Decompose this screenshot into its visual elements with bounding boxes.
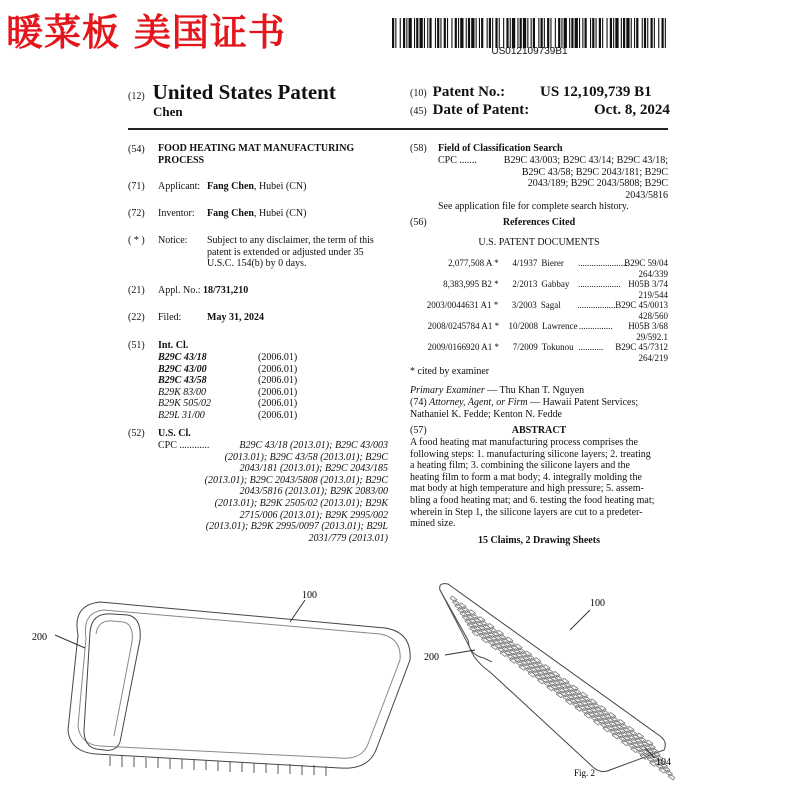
leader-fig2-100 <box>570 610 590 630</box>
agent-line-2: Nathaniel K. Fedde; Kenton N. Fedde <box>410 409 562 420</box>
intcl-class: B29K 505/02 <box>158 398 212 410</box>
barcode-bar <box>658 18 659 48</box>
barcode-bar <box>400 18 401 48</box>
barcode-bar <box>451 18 452 48</box>
barcode-bar <box>406 18 407 48</box>
field-line: B29C 43/003; B29C 43/14; B29C 43/18; <box>503 155 668 166</box>
intcl-label: Int. Cl. <box>158 340 189 351</box>
applicant-value <box>207 181 306 192</box>
inventor-value <box>207 208 306 219</box>
barcode-bar <box>460 18 463 48</box>
fig2-label-100: 100 <box>590 598 605 609</box>
ref-name: Lawrence <box>542 321 578 331</box>
barcode-bar <box>541 18 543 48</box>
appl-label <box>158 285 248 296</box>
abstract-code: (57) <box>410 425 427 436</box>
ref-dots: ................. <box>577 300 616 310</box>
barcode-bar <box>644 18 646 48</box>
barcode-bar <box>403 18 405 48</box>
cpc-line: (2013.01); B29C 2043/5808 (2013.01); B29C <box>204 474 388 486</box>
fig2-rib-grid <box>450 596 675 780</box>
refs-label: References Cited <box>502 217 576 228</box>
ref-name: Bierer <box>541 258 564 268</box>
abstract-line: A food heating mat manufacturing process comprises the <box>410 437 638 448</box>
doc-type-text: United States Patent <box>152 80 336 104</box>
ref-name: Gabbay <box>541 279 570 289</box>
barcode-bar <box>458 18 459 48</box>
ref-class: H05B 3/68 <box>628 321 669 331</box>
field-lines <box>484 155 668 201</box>
notice-code: ( * ) <box>128 235 145 246</box>
intcl-version: (2006.01) <box>258 398 298 410</box>
barcode-bar <box>582 18 583 48</box>
notice-line-3: U.S.C. 154(b) by 0 days. <box>207 258 307 270</box>
patent-number-value: US 12,109,739 B1 <box>540 84 652 100</box>
notice-label: Notice: <box>158 235 188 246</box>
barcode-bar <box>564 18 567 48</box>
invention-title <box>158 143 398 166</box>
figure-1-mat <box>55 600 410 776</box>
cpc-line: 2043/5816 (2013.01); B29K 2083/00 <box>239 486 388 498</box>
barcode-bar <box>592 18 594 48</box>
notice-text <box>207 235 392 270</box>
field-line: B29C 43/58; B29C 2043/181; B29C <box>521 166 668 178</box>
patent-date-label <box>410 102 529 119</box>
barcode-bar <box>547 18 549 48</box>
barcode-bar <box>533 18 535 48</box>
leader-fig2-200 <box>445 650 475 655</box>
abstract-line: mat body at high temperature and high pressure; 5. assem- <box>410 483 644 495</box>
ref-class: H05B 3/74 <box>628 279 668 289</box>
filed-code: (22) <box>128 312 145 323</box>
barcode-bar <box>561 18 562 48</box>
barcode-bar <box>440 18 441 48</box>
barcode-bar <box>662 18 664 48</box>
barcode-bar <box>481 18 483 48</box>
cpc-line: (2013.01); B29C 43/58 (2013.01); B29C <box>224 451 388 463</box>
ref-class-2: 428/560 <box>638 310 668 321</box>
cpc-line: 2715/006 (2013.01); B29K 2995/002 <box>239 509 388 521</box>
barcode-bar <box>555 18 556 48</box>
intcl-code: (51) <box>128 340 145 351</box>
intcl-list <box>158 352 358 422</box>
intcl-row <box>158 410 358 422</box>
barcode-bar <box>414 18 415 48</box>
intcl-row <box>158 375 358 387</box>
barcode-bar <box>424 18 425 48</box>
barcode-bar <box>642 18 643 48</box>
filed-date: May 31, 2024 <box>207 312 264 323</box>
barcode-bar <box>634 18 635 48</box>
barcode-bar <box>569 18 570 48</box>
barcode-bar <box>427 18 428 48</box>
agent-label: Attorney, Agent, or Firm <box>429 397 528 408</box>
barcode-bar <box>550 18 551 48</box>
abstract-label: ABSTRACT <box>511 425 567 436</box>
barcode-bar <box>621 18 622 48</box>
code-10: (10) <box>410 88 427 99</box>
ref-date: 3/2003 <box>511 300 537 310</box>
fig2-caption: Fig. 2 <box>574 768 596 778</box>
intcl-class: B29L 31/00 <box>158 409 205 421</box>
barcode-bar <box>654 18 655 48</box>
fig1-label-100: 100 <box>302 590 317 601</box>
patent-doc-type <box>128 80 336 105</box>
applicant-label: Applicant: <box>158 181 201 192</box>
barcode-bar <box>395 18 396 48</box>
ref-class: B29C 59/04 <box>624 258 668 268</box>
applicant-name: Fang Chen <box>207 181 254 192</box>
barcode-bar <box>429 18 431 48</box>
field-code: (58) <box>410 143 427 154</box>
barcode-bar <box>615 18 618 48</box>
field-label: Field of Classification Search <box>438 143 563 154</box>
barcode-bar <box>599 18 601 48</box>
abstract-text <box>410 437 672 530</box>
barcode-bar <box>510 18 511 48</box>
date-label-text: Date of Patent: <box>432 102 530 118</box>
barcode-number: US012109739B1 <box>491 46 568 57</box>
intcl-version: (2006.01) <box>258 352 298 363</box>
field-line: 2043/5816 <box>625 189 668 201</box>
ref-number: 8,383,995 B2 * <box>443 279 499 289</box>
barcode-bar <box>487 18 488 48</box>
barcode-bar <box>665 18 666 48</box>
barcode-bar <box>613 18 614 48</box>
barcode-bar <box>607 18 608 48</box>
leader-200 <box>55 635 85 648</box>
ref-number: 2008/0245784 A1 * <box>427 321 500 331</box>
barcode-bar <box>492 18 493 48</box>
barcode-bar <box>466 18 467 48</box>
barcode-bar <box>585 18 587 48</box>
barcode-bar <box>520 18 522 48</box>
cpc-prefix: CPC ............ <box>158 440 210 451</box>
barcode-bar <box>503 18 504 48</box>
uscl-code: (52) <box>128 428 145 439</box>
refs-code: (56) <box>410 217 427 228</box>
barcode-bar <box>506 18 508 48</box>
fig1-label-200: 200 <box>32 632 47 643</box>
cpc-line: 2031/779 (2013.01) <box>308 532 388 544</box>
abstract-line: a heating film; 3. combining the silicone layers and the <box>410 460 630 472</box>
barcode-bar <box>499 18 500 48</box>
intcl-class: B29C 43/18 <box>158 352 207 363</box>
barcode-bar <box>471 18 474 48</box>
notice-line-2: patent is extended or adjusted under 35 <box>207 246 364 258</box>
header-divider <box>128 128 668 130</box>
rib-cell <box>668 774 675 780</box>
barcode-bar <box>468 18 470 48</box>
barcode-bar <box>647 18 648 48</box>
barcode-bar <box>575 18 578 48</box>
intcl-version: (2006.01) <box>258 409 298 421</box>
barcode-bar <box>409 18 412 48</box>
barcode-bar <box>523 18 526 48</box>
uscl-label: U.S. Cl. <box>158 428 191 439</box>
barcode-bar <box>571 18 573 48</box>
ref-row <box>410 279 668 300</box>
agent-line-1 <box>410 397 638 408</box>
claims-summary: 15 Claims, 2 Drawing Sheets <box>478 535 600 546</box>
ref-name: Sagal <box>540 300 561 310</box>
refs-subheading: U.S. PATENT DOCUMENTS <box>478 237 600 248</box>
title-line-2: PROCESS <box>158 154 205 166</box>
barcode-bar <box>596 18 597 48</box>
inventor-name: Fang Chen <box>207 208 254 219</box>
cpc-line: B29C 43/18 (2013.01); B29C 43/003 <box>239 440 388 451</box>
barcode-bar <box>495 18 497 48</box>
examiner-name: — Thu Khan T. Nguyen <box>484 385 585 396</box>
refs-table <box>410 258 668 363</box>
title-line-1: FOOD HEATING MAT MANUFACTURING <box>158 143 355 154</box>
barcode-bar <box>479 18 480 48</box>
ref-number: 2,077,508 A * <box>448 258 499 268</box>
title-code: (54) <box>128 144 145 155</box>
ref-date: 2/2013 <box>512 279 538 289</box>
barcode-bar <box>476 18 477 48</box>
field-cpc-prefix: CPC ....... <box>438 155 477 166</box>
abstract-line: following steps: 1. manufacturing silicone layers; 2. treating <box>410 448 651 460</box>
barcode-bar <box>447 18 448 48</box>
cpc-lines <box>180 440 388 544</box>
agent-firm: — Hawaii Patent Services; <box>527 397 639 408</box>
ref-number: 2009/0166920 A1 * <box>427 342 499 352</box>
appl-number: 18/731,210 <box>203 285 249 296</box>
ref-number: 2003/0044631 A1 * <box>426 300 499 310</box>
ref-dots: ............... <box>578 321 613 331</box>
barcode-bar <box>558 18 560 48</box>
intcl-version: (2006.01) <box>258 363 298 375</box>
barcode-bar <box>538 18 539 48</box>
cited-note: * cited by examiner <box>410 366 490 377</box>
leader-100 <box>290 600 305 622</box>
abstract-line: mined size. <box>410 518 456 530</box>
fig2-label-104: 104 <box>656 757 671 768</box>
ref-date: 10/2008 <box>508 321 539 331</box>
barcode-bar <box>489 18 491 48</box>
intcl-row <box>158 352 358 364</box>
intcl-version: (2006.01) <box>258 386 298 398</box>
barcode-bar <box>512 18 515 48</box>
patent-no-label-text: Patent No.: <box>432 84 506 100</box>
inventor-location: , Hubei (CN) <box>253 208 307 219</box>
filed-label: Filed: <box>158 312 182 323</box>
inventor-label: Inventor: <box>158 208 195 219</box>
barcode-bar <box>626 18 629 48</box>
mat-bottom-ribs <box>110 756 326 776</box>
fig2-label-200: 200 <box>424 652 439 663</box>
barcode-bar <box>631 18 632 48</box>
intcl-row <box>158 364 358 376</box>
intcl-class: B29C 43/00 <box>158 363 207 375</box>
ref-class-2: 264/339 <box>638 268 668 279</box>
ref-date: 7/2009 <box>512 342 538 352</box>
inventor-short-name: Chen <box>153 104 183 119</box>
barcode-bar <box>517 18 518 48</box>
barcode-bar <box>590 18 591 48</box>
ref-dots: ........... <box>578 342 604 352</box>
intcl-row <box>158 387 358 399</box>
barcode-bar <box>444 18 446 48</box>
barcode-bar <box>416 18 418 48</box>
intcl-class: B29C 43/58 <box>158 375 207 387</box>
handle-inner <box>96 621 132 736</box>
agent-code: (74) <box>410 397 427 408</box>
banner-title: 暖菜板 美国证书 <box>6 11 286 54</box>
field-note: See application file for complete search history. <box>438 201 629 212</box>
ref-row <box>410 258 668 279</box>
mat-inner-edge <box>78 610 400 758</box>
cpc-line: (2013.01); B29K 2995/0097 (2013.01); B29L <box>205 521 388 533</box>
patent-date-value: Oct. 8, 2024 <box>594 102 670 118</box>
barcode-bar <box>420 18 423 48</box>
applicant-code: (71) <box>128 181 145 192</box>
barcode-bar <box>602 18 603 48</box>
ref-class-2: 29/592.1 <box>636 331 668 342</box>
ref-row <box>410 342 668 363</box>
examiner-line <box>410 385 584 396</box>
ref-row <box>410 321 668 342</box>
barcode-bar <box>392 18 394 48</box>
barcode-bar <box>579 18 580 48</box>
intcl-row <box>158 398 358 410</box>
appl-label-text: Appl. No.: <box>158 285 201 296</box>
abstract-line: bling a food heating mat; and 6. testing the food heating mat; <box>410 494 655 506</box>
intcl-version: (2006.01) <box>258 375 298 387</box>
barcode-bar <box>610 18 612 48</box>
ref-dots: ...................... <box>577 258 628 268</box>
ref-class-2: 219/544 <box>638 289 668 300</box>
intcl-class: B29K 83/00 <box>158 386 207 398</box>
barcode-bar <box>435 18 436 48</box>
barcode-image <box>392 18 667 48</box>
cpc-line: 2043/181 (2013.01); B29C 2043/185 <box>239 463 388 475</box>
barcode-bar <box>437 18 439 48</box>
ref-class: B29C 45/0013 <box>615 300 668 310</box>
abstract-line: heating film to form a mat body; 4. integrally molding the <box>410 471 642 483</box>
field-line: 2043/189; B29C 2043/5808; B29C <box>527 178 668 190</box>
code-12: (12) <box>128 91 145 102</box>
barcode-bar <box>636 18 638 48</box>
barcode-bar <box>455 18 457 48</box>
barcode-bar <box>544 18 545 48</box>
barcode-bar <box>623 18 625 48</box>
cpc-line: (2013.01); B29K 2505/02 (2013.01); B29K <box>214 497 388 509</box>
code-45: (45) <box>410 106 427 117</box>
ref-dots: ................... <box>577 279 621 289</box>
appl-code: (21) <box>128 285 145 296</box>
barcode-bar <box>531 18 532 48</box>
ref-class-2: 264/219 <box>638 352 668 363</box>
barcode-bar <box>651 18 653 48</box>
patent-drawings <box>0 560 800 800</box>
abstract-line: wherein in Step 1, the silicone layers are cut to a predeter- <box>410 506 643 518</box>
patent-number-label <box>410 84 505 101</box>
applicant-location: , Hubei (CN) <box>253 181 307 192</box>
barcode-bar <box>527 18 528 48</box>
ref-class: B29C 45/7312 <box>615 342 668 352</box>
ref-date: 4/1937 <box>512 258 538 268</box>
figure-2-mat <box>440 584 675 780</box>
ref-row <box>410 300 668 321</box>
inventor-code: (72) <box>128 208 145 219</box>
ref-name: Tokunou <box>541 342 574 352</box>
notice-line-1: Subject to any disclaimer, the term of this <box>207 235 374 246</box>
examiner-label: Primary Examiner <box>410 385 485 396</box>
